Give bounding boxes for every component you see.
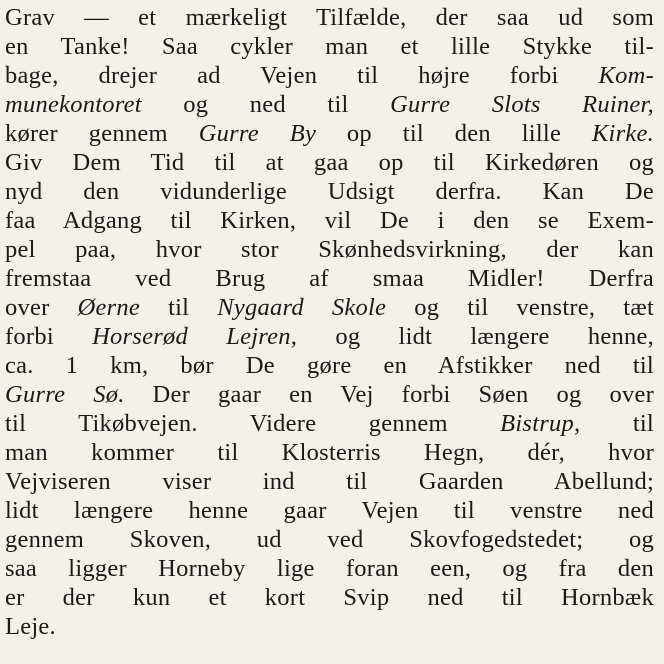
text-segment: er der kun et kort Svip ned til Hornbæk	[5, 584, 654, 611]
text-line	[5, 554, 654, 583]
text-segment: man kommer til Klosterris Hegn, dér, hvor	[5, 439, 654, 466]
text-line	[5, 409, 654, 438]
italic-place-name: Gurre Slots Ruiner,	[390, 91, 655, 118]
text-line	[5, 119, 654, 148]
italic-place-name: Bistrup,	[500, 410, 581, 437]
text-segment: over	[5, 294, 78, 321]
text-line	[5, 351, 654, 380]
text-segment: Vejviseren viser ind til Gaarden Abellund;	[5, 468, 654, 495]
text-segment: kører gennem	[5, 120, 199, 147]
text-line	[5, 322, 654, 351]
text-line	[5, 264, 654, 293]
text-line	[5, 3, 654, 32]
text-segment: Giv Dem Tid til at gaa op til Kirkedøren og	[5, 149, 654, 176]
italic-place-name: munekontoret	[5, 91, 142, 118]
body-text	[5, 0, 654, 641]
text-segment: Leje.	[5, 613, 56, 640]
text-segment: til	[140, 294, 218, 321]
text-line	[5, 61, 654, 90]
text-segment: gennem Skoven, ud ved Skovfogedstedet; og	[5, 526, 654, 553]
text-segment: til	[580, 410, 654, 437]
text-line	[5, 235, 654, 264]
text-segment: lidt længere henne gaar Vejen til venstre ned	[5, 497, 654, 524]
text-segment: faa Adgang til Kirken, vil De i den se Exem-	[5, 207, 654, 234]
text-segment: og til venstre, tæt	[386, 294, 655, 321]
text-line	[5, 148, 654, 177]
text-segment: saa ligger Horneby lige foran een, og fra den	[5, 555, 654, 582]
text-segment: bage, drejer ad Vejen til højre forbi	[5, 62, 599, 89]
text-segment: nyd den vidunderlige Udsigt derfra. Kan De	[5, 178, 654, 205]
text-segment: Der gaar en Vej forbi Søen og over	[124, 381, 654, 408]
italic-place-name: Kirke.	[591, 120, 654, 147]
italic-place-name: Gurre Sø.	[5, 381, 125, 408]
text-segment: og lidt længere henne,	[297, 323, 654, 350]
text-line	[5, 177, 654, 206]
text-segment: op til den lille	[316, 120, 592, 147]
text-line	[5, 380, 654, 409]
text-line	[5, 293, 654, 322]
text-segment: ca. 1 km, bør De gøre en Afstikker ned til	[5, 352, 654, 379]
text-segment: til Tikøbvejen. Videre gennem	[5, 410, 501, 437]
text-segment: fremstaa ved Brug af smaa Midler! Derfra	[5, 265, 654, 292]
text-line	[5, 525, 654, 554]
text-segment: pel paa, hvor stor Skønhedsvirkning, der kan	[5, 236, 654, 263]
text-line	[5, 90, 654, 119]
text-line	[5, 612, 654, 641]
italic-place-name: Øerne	[77, 294, 141, 321]
text-line	[5, 583, 654, 612]
text-segment: en Tanke! Saa cykler man et lille Stykke til-	[5, 33, 654, 60]
text-line	[5, 467, 654, 496]
text-line	[5, 496, 654, 525]
text-segment: og ned til	[141, 91, 391, 118]
italic-place-name: Nygaard Skole	[217, 294, 387, 321]
italic-place-name: Gurre By	[198, 120, 317, 147]
text-line	[5, 206, 654, 235]
text-segment: forbi	[5, 323, 93, 350]
text-segment: Grav — et mærkeligt Tilfælde, der saa ud som	[5, 4, 654, 31]
italic-place-name: Horserød Lejren,	[92, 323, 298, 350]
text-line	[5, 32, 654, 61]
italic-place-name: Kom-	[598, 62, 654, 89]
text-line	[5, 438, 654, 467]
